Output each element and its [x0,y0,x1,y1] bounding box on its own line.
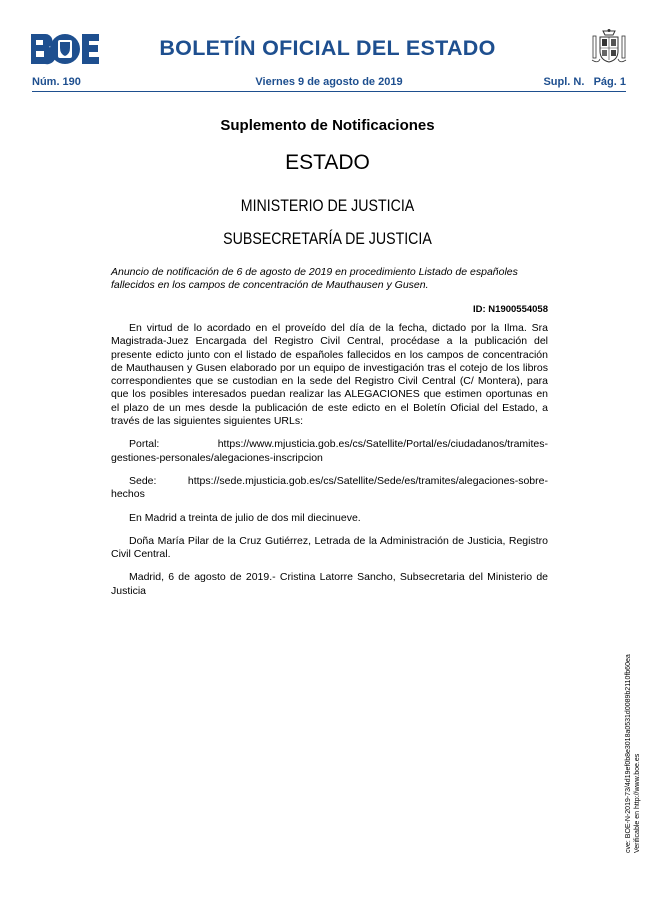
supplement-page: Supl. N. Pág. 1 [543,76,626,88]
verification-link[interactable]: Verificable en http://www.boe.es [634,753,641,853]
portal-url[interactable]: Portal: https://www.mjusticia.gob.es/cs/Satellite/Portal/es/ciudadanos/tramites-gestiones-personales/alegaciones-inscripcion [111,438,548,464]
ministry-title: MINISTERIO DE JUSTICIA [240,197,415,215]
signatory-line: Doña María Pilar de la Cruz Gutiérrez, Letrada de la Administración de Justicia, Registro Civil Central. [111,534,548,561]
edict-paragraph: En virtud de lo acordado en el proveído del día de la fecha, dictado por la Ilma. Sra Magistrada-Juez Encargada del Registro Civil Central, procédase a la publicación del presente edicto junto con el listado de españoles fallecidos en los campos de concentración de Mauthausen y Gusen elaborado por un equipo de investigación tras el cotejo de los libros correspondientes que se custodian en la sede del Registro Civil Central (C/ Montera), para que los posibles interesados puedan realizar las ALEGACIONES que estimen oportunas en el plazo de un mes desde la publicación de este edicto en el Boletín Oficial del Estado, a través de las siguientes siguientes URLs: [111,322,548,428]
section-title: ESTADO [285,151,370,174]
madrid-date-line: En Madrid a treinta de julio de dos mil diecinueve. [129,511,361,524]
document-body [111,322,548,608]
subsecretariat-title: SUBSECRETARÍA DE JUSTICIA [223,230,432,248]
supplement-title: Suplemento de Notificaciones [220,117,435,134]
header-divider [32,91,626,92]
verification-sidebar [624,623,642,853]
bulletin-title: BOLETÍN OFICIAL DEL ESTADO [159,36,496,60]
sede-url[interactable]: Sede: https://sede.mjusticia.gob.es/cs/Satellite/Sede/es/tramites/alegaciones-sobre-hechos [111,474,548,501]
document-id: ID: N1900554058 [473,304,548,315]
cve-code: cve: BOE-N-2019-73/4d19ef0b8e3018a0531d0089b2110fb60ea [625,654,632,853]
issue-meta-row [32,76,626,90]
coat-of-arms-icon [591,28,627,68]
issue-number: Núm. 190 [32,76,81,88]
closing-line: Madrid, 6 de agosto de 2019.- Cristina Latorre Sancho, Subsecretaria del Ministerio de Justicia [111,571,548,597]
issue-date: Viernes 9 de agosto de 2019 [255,76,403,88]
announcement-summary: Anuncio de notificación de 6 de agosto de 2019 en procedimiento Listado de españoles fallecidos en los campos de concentración de Mauthausen y Gusen. [111,266,518,291]
